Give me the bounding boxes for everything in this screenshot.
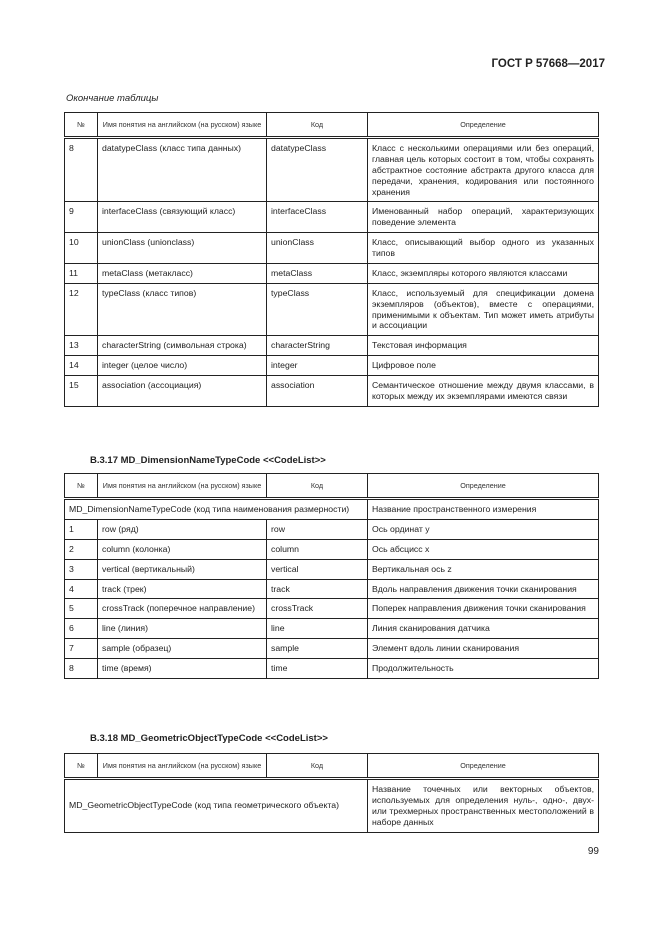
header-code: Код — [267, 754, 368, 779]
row-name: unionClass (unionclass) — [98, 233, 267, 264]
row-name: sample (образец) — [98, 639, 267, 659]
table-continuation — [64, 112, 599, 407]
row-code: column — [267, 539, 368, 559]
row-num: 2 — [65, 539, 98, 559]
table-header — [65, 113, 599, 138]
header-num: № — [65, 113, 98, 138]
type-definition-cell: Название точечных или векторных объектов, используемых для определения нуль-, одно-, двух- или трехмерных пространственных местоположений в наборе данных — [368, 779, 599, 833]
table-row — [65, 599, 599, 619]
row-num: 1 — [65, 519, 98, 539]
table-row — [65, 519, 599, 539]
row-definition: Семантическое отношение между двумя классами, в которых между их экземплярами имеются связи — [368, 376, 599, 407]
row-definition: Ось абсцисс x — [368, 539, 599, 559]
document-title: ГОСТ Р 57668—2017 — [491, 58, 605, 70]
row-definition: Цифровое поле — [368, 356, 599, 376]
row-num: 3 — [65, 559, 98, 579]
row-code: typeClass — [267, 283, 368, 336]
table-row — [65, 283, 599, 336]
row-code: crossTrack — [267, 599, 368, 619]
table-row — [65, 559, 599, 579]
table-geometric-object-type-code — [64, 753, 599, 833]
row-definition: Класс с несколькими операциями или без операций, главная цель которых состоит в том, чтобы сохранять абстрактное состояние абстракта другого класса для передачи, хранения, кодирования или постоянного хранения — [368, 138, 599, 202]
row-definition: Ось ординат y — [368, 519, 599, 539]
row-name: time (время) — [98, 659, 267, 679]
row-code: metaClass — [267, 263, 368, 283]
table-row — [65, 376, 599, 407]
row-code: interfaceClass — [267, 202, 368, 233]
row-name: datatypeClass (класс типа данных) — [98, 138, 267, 202]
table-dimension-name-type-code — [64, 473, 599, 679]
table-row — [65, 579, 599, 599]
section-title-b317: B.3.17 MD_DimensionNameTypeCode <<CodeList>> — [90, 455, 326, 466]
header-code: Код — [267, 474, 368, 499]
row-name: track (трек) — [98, 579, 267, 599]
table-row — [65, 138, 599, 202]
row-code: sample — [267, 639, 368, 659]
table-row-type — [65, 779, 599, 833]
row-name: column (колонка) — [98, 539, 267, 559]
row-code: datatypeClass — [267, 138, 368, 202]
row-code: track — [267, 579, 368, 599]
table-row — [65, 233, 599, 264]
row-name: integer (целое число) — [98, 356, 267, 376]
row-name: interfaceClass (связующий класс) — [98, 202, 267, 233]
row-num: 15 — [65, 376, 98, 407]
table-row — [65, 619, 599, 639]
row-code: row — [267, 519, 368, 539]
row-definition: Вдоль направления движения точки сканирования — [368, 579, 599, 599]
table-row — [65, 356, 599, 376]
row-name: metaClass (метакласс) — [98, 263, 267, 283]
row-code: vertical — [267, 559, 368, 579]
header-name: Имя понятия на английском (на русском) языке — [98, 474, 267, 499]
row-num: 11 — [65, 263, 98, 283]
row-definition: Класс, используемый для спецификации домена экземпляров (объектов), вместе с операциями, применимыми к объектам. Тип может иметь атрибуты и ассоциации — [368, 283, 599, 336]
table-header — [65, 754, 599, 779]
row-num: 13 — [65, 336, 98, 356]
row-code: line — [267, 619, 368, 639]
header-definition: Определение — [368, 113, 599, 138]
row-num: 5 — [65, 599, 98, 619]
table-row — [65, 639, 599, 659]
row-num: 10 — [65, 233, 98, 264]
row-name: crossTrack (поперечное направление) — [98, 599, 267, 619]
row-num: 12 — [65, 283, 98, 336]
row-name: association (ассоциация) — [98, 376, 267, 407]
row-code: association — [267, 376, 368, 407]
table-row — [65, 539, 599, 559]
row-definition: Линия сканирования датчика — [368, 619, 599, 639]
row-definition: Класс, описывающий выбор одного из указанных типов — [368, 233, 599, 264]
row-code: characterString — [267, 336, 368, 356]
type-name-cell: MD_GeometricObjectTypeCode (код типа геометрического объекта) — [65, 779, 368, 833]
row-definition: Текстовая информация — [368, 336, 599, 356]
table-header — [65, 474, 599, 499]
continuation-label: Окончание таблицы — [66, 93, 159, 104]
row-num: 8 — [65, 138, 98, 202]
row-name: line (линия) — [98, 619, 267, 639]
section-title-b318: B.3.18 MD_GeometricObjectTypeCode <<CodeList>> — [90, 733, 328, 744]
header-num: № — [65, 754, 98, 779]
header-definition: Определение — [368, 754, 599, 779]
row-definition: Элемент вдоль линии сканирования — [368, 639, 599, 659]
row-num: 8 — [65, 659, 98, 679]
row-num: 6 — [65, 619, 98, 639]
page-number: 99 — [587, 846, 599, 857]
table-row — [65, 336, 599, 356]
row-num: 7 — [65, 639, 98, 659]
table-row-type — [65, 499, 599, 520]
table-row — [65, 659, 599, 679]
row-definition: Вертикальная ось z — [368, 559, 599, 579]
row-num: 9 — [65, 202, 98, 233]
row-name: vertical (вертикальный) — [98, 559, 267, 579]
row-code: integer — [267, 356, 368, 376]
type-name-cell: MD_DimensionNameTypeCode (код типа наименования размерности) — [65, 499, 368, 520]
row-code: unionClass — [267, 233, 368, 264]
type-definition-cell: Название пространственного измерения — [368, 499, 599, 520]
header-name: Имя понятия на английском (на русском) языке — [98, 754, 267, 779]
header-name: Имя понятия на английском (на русском) языке — [98, 113, 267, 138]
row-definition: Поперек направления движения точки сканирования — [368, 599, 599, 619]
row-definition: Класс, экземпляры которого являются классами — [368, 263, 599, 283]
table-row — [65, 263, 599, 283]
row-definition: Продолжительность — [368, 659, 599, 679]
row-name: characterString (символьная строка) — [98, 336, 267, 356]
row-name: typeClass (класс типов) — [98, 283, 267, 336]
row-name: row (ряд) — [98, 519, 267, 539]
row-code: time — [267, 659, 368, 679]
header-num: № — [65, 474, 98, 499]
row-num: 4 — [65, 579, 98, 599]
row-definition: Именованный набор операций, характеризующих поведение элемента — [368, 202, 599, 233]
table-row — [65, 202, 599, 233]
row-num: 14 — [65, 356, 98, 376]
header-definition: Определение — [368, 474, 599, 499]
header-code: Код — [267, 113, 368, 138]
